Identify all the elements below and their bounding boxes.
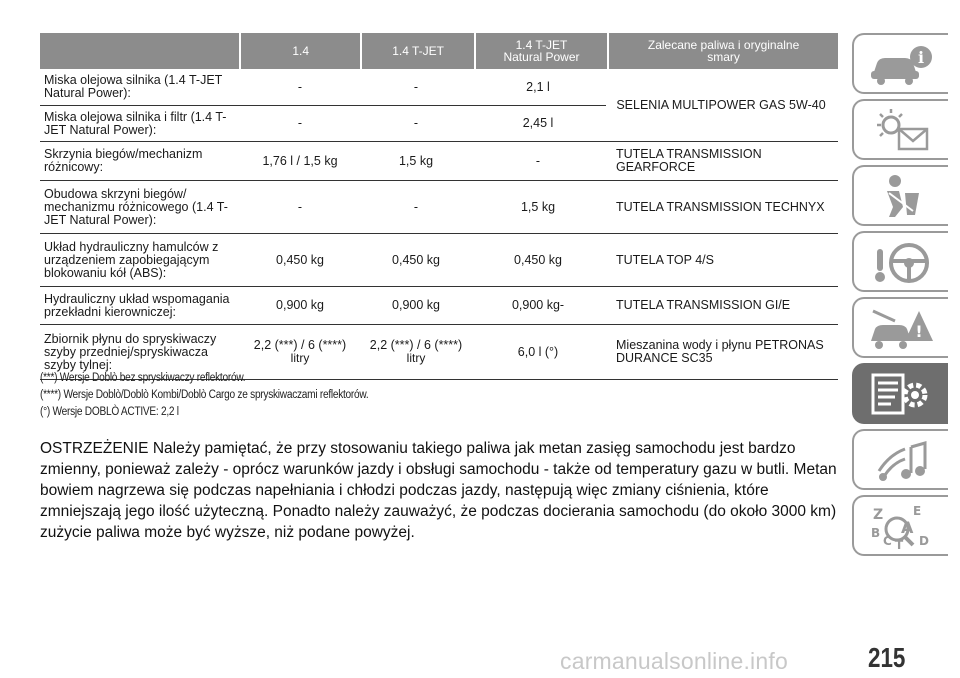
tab-warning-lights[interactable] bbox=[852, 99, 948, 160]
row-value-1-4-unit: litry bbox=[290, 351, 310, 365]
index-letter: B bbox=[871, 525, 881, 540]
footnotes bbox=[40, 372, 368, 423]
breakdown-car-icon bbox=[865, 303, 937, 353]
table-row bbox=[40, 181, 838, 234]
tab-technical-data[interactable] bbox=[852, 363, 948, 424]
merged-fuel-cell: SELENIA MULTIPOWER GAS 5W-40 bbox=[606, 69, 836, 141]
row-value-1-4: 1,76 l / 1,5 kg bbox=[262, 153, 338, 168]
row-value-tjet-unit: litry bbox=[406, 351, 426, 365]
page-number: 215 bbox=[868, 642, 906, 673]
footnote: (****) Wersje Doblò/Doblò Kombi/Doblò Cargo ze spryskiwaczami reflektorów. bbox=[40, 389, 369, 401]
header-cell-1-4-tjet: 1.4 T-JET bbox=[360, 33, 473, 69]
technical-data-icon bbox=[865, 369, 937, 419]
footnote: (°) Wersje DOBLÒ ACTIVE: 2,2 l bbox=[40, 406, 179, 418]
row-value-tjet: 0,450 kg bbox=[392, 252, 440, 267]
table-row bbox=[40, 234, 838, 287]
index-letter: A bbox=[901, 517, 914, 537]
svg-text:!: ! bbox=[915, 321, 923, 341]
row-value-tjet: 0,900 kg bbox=[392, 298, 440, 312]
footnote: (***) Wersje Doblò bez spryskiwaczy reflektorów. bbox=[40, 372, 246, 384]
index-letter: T bbox=[895, 537, 904, 551]
header-cell-natural-power: 1.4 T-JET Natural Power bbox=[474, 33, 607, 69]
row-value-natural: - bbox=[535, 153, 541, 168]
row-value-tjet: - bbox=[413, 79, 419, 94]
warning-paragraph: OSTRZEŻENIE Należy pamiętać, że przy stosowaniu takiego paliwa jak metan zasięg samochodu jest bardzo zmienny, ponieważ zależy - oprócz warunków jazdy i obsługi samochodu - także od temperatury gazu w butli. Metan bowiem nagrzewa się podczas napełniania i chłodzi podczas jazdy, następują więc zmiany ciśnienia, które zmniejszają jego ilość użyteczną. Ponadto należy zauważyć, że podczas docierania samochodu (do około 3000 km) zużycie paliwa może być wyższe, niż podane powyżej. bbox=[40, 440, 837, 541]
multimedia-icon bbox=[865, 435, 937, 485]
table-row bbox=[40, 142, 838, 181]
tab-starting-driving[interactable] bbox=[852, 231, 948, 292]
index-letter: C bbox=[883, 533, 892, 548]
row-value-tjet: - bbox=[413, 116, 419, 130]
row-value-natural: 0,450 kg bbox=[514, 252, 562, 267]
row-value-1-4: - bbox=[297, 116, 303, 130]
header-cell-fuels: Zalecane paliwa i oryginalne smary bbox=[607, 33, 838, 69]
car-info-icon bbox=[865, 39, 937, 89]
index-letter: D bbox=[919, 533, 929, 548]
tab-safety[interactable] bbox=[852, 165, 948, 226]
row-value-tjet-main: 2,2 (***) / 6 (****) bbox=[369, 338, 463, 352]
row-value-natural: 6,0 l (°) bbox=[517, 344, 559, 359]
chapter-tabs bbox=[852, 33, 948, 561]
table-row bbox=[40, 287, 838, 325]
row-value-natural: 1,5 kg bbox=[520, 199, 556, 214]
row-fuel: Mieszanina wody i płynu PETRONAS DURANCE SC35 bbox=[616, 338, 824, 365]
svg-text:i: i bbox=[917, 47, 925, 67]
airbag-seat-icon bbox=[865, 171, 937, 221]
warning-light-icon bbox=[865, 105, 937, 155]
tab-index[interactable] bbox=[852, 495, 948, 556]
row-item: Hydrauliczny układ wspomagania przekładni kierowniczej: bbox=[44, 291, 230, 319]
index-letter: Z bbox=[873, 506, 884, 523]
watermark-text: carmanualsonline.info bbox=[560, 648, 788, 674]
table-header bbox=[40, 33, 838, 69]
steering-wheel-icon bbox=[865, 237, 937, 287]
row-value-1-4-main: 2,2 (***) / 6 (****) bbox=[253, 338, 347, 352]
row-value-natural: 0,900 kg- bbox=[511, 298, 565, 312]
header-cell-item bbox=[40, 33, 239, 69]
row-item: Zbiornik płynu do spryskiwaczy szyby przedniej/spryskiwacza szyby tylnej: bbox=[44, 331, 217, 372]
tab-emergency[interactable] bbox=[852, 297, 948, 358]
row-item: Skrzynia biegów/mechanizm różnicowy: bbox=[44, 147, 203, 174]
row-value-natural: 2,45 l bbox=[522, 116, 554, 130]
header-cell-1-4: 1.4 bbox=[239, 33, 360, 69]
row-value-tjet: - bbox=[413, 199, 419, 214]
row-item: Obudowa skrzyni biegów/ mechanizmu różnicowego (1.4 T-JET Natural Power): bbox=[44, 186, 228, 227]
row-value-1-4 bbox=[240, 339, 360, 365]
row-fuel: TUTELA TOP 4/S bbox=[616, 252, 714, 267]
row-value-1-4: 0,450 kg bbox=[276, 252, 324, 267]
row-value-1-4: - bbox=[297, 79, 303, 94]
row-fuel: TUTELA TRANSMISSION GI/E bbox=[616, 298, 791, 312]
row-item: Miska olejowa silnika (1.4 T-JET Natural Power): bbox=[44, 73, 223, 100]
row-value-tjet: 1,5 kg bbox=[398, 153, 434, 168]
row-item: Miska olejowa silnika i filtr (1.4 T-JET Natural Power): bbox=[44, 109, 227, 137]
tab-car-info[interactable] bbox=[852, 33, 948, 94]
row-item: Układ hydrauliczny hamulców z urządzeniem zapobiegającym blokowaniu kół (ABS): bbox=[44, 239, 219, 280]
row-value-1-4: 0,900 kg bbox=[276, 298, 324, 312]
row-value-1-4: - bbox=[297, 199, 303, 214]
tab-multimedia[interactable] bbox=[852, 429, 948, 490]
row-value-tjet bbox=[360, 339, 472, 365]
index-letter: E bbox=[913, 503, 922, 518]
specs-table bbox=[40, 33, 838, 380]
row-value-natural: 2,1 l bbox=[526, 79, 550, 94]
alphabetical-index-icon bbox=[865, 501, 937, 551]
row-fuel: TUTELA TRANSMISSION GEARFORCE bbox=[616, 147, 762, 174]
row-fuel: TUTELA TRANSMISSION TECHNYX bbox=[616, 199, 825, 214]
